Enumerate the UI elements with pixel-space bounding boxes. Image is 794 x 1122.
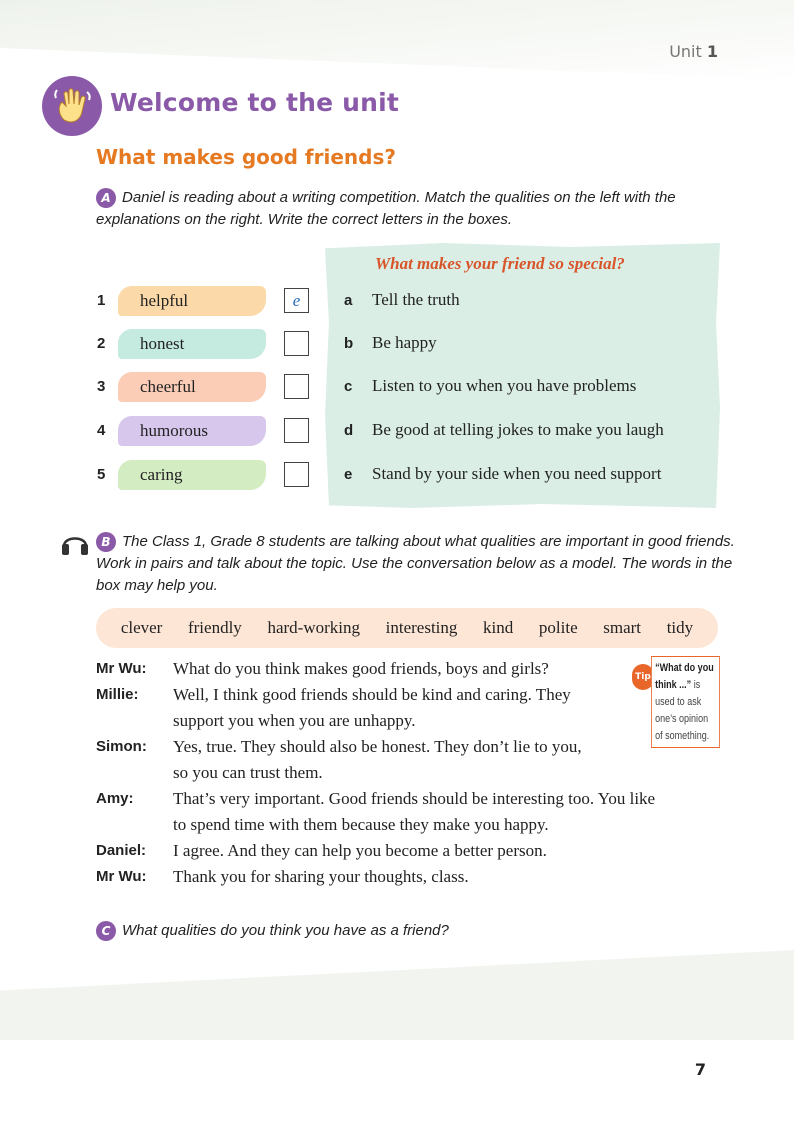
explanation-letter: e xyxy=(344,466,353,483)
dialogue-line: What do you think makes good friends, boys and girls? xyxy=(173,659,549,678)
headphones-icon[interactable] xyxy=(60,530,90,556)
section-b-badge: B xyxy=(96,532,116,552)
section-b-instruction: B The Class 1, Grade 8 students are talking about what qualities are important in good friends. Work in pairs and talk about the topic. Use the conversation below as a model. The words in the box may help you. xyxy=(96,533,735,594)
answer-box[interactable] xyxy=(284,418,309,443)
tip-bold: “What do you think ...” xyxy=(655,662,714,691)
dialogue-speaker: Mr Wu: xyxy=(96,868,147,885)
explanation-text: Be happy xyxy=(372,333,437,352)
explanation-letter: a xyxy=(344,292,353,309)
word-box-item: clever xyxy=(120,618,163,637)
section-a-instruction: A Daniel is reading about a writing competition. Match the qualities on the left with the explanations on the right. Write the correct letters in the boxes. xyxy=(96,189,676,228)
quality-number: 4 xyxy=(97,422,106,439)
quality-number: 3 xyxy=(97,378,106,395)
panel-title: What makes your friend so special? xyxy=(375,254,625,273)
answer-box[interactable] xyxy=(284,374,309,399)
dialogue-line: so you can trust them. xyxy=(173,763,323,782)
page-title: Welcome to the unit xyxy=(110,88,400,117)
explanation-text: Listen to you when you have problems xyxy=(372,376,637,395)
quality-word: cheerful xyxy=(118,372,266,402)
quality-number: 2 xyxy=(97,335,106,352)
dialogue-line: That’s very important. Good friends should be interesting too. You like xyxy=(173,789,656,808)
dialogue-line: Thank you for sharing your thoughts, class. xyxy=(173,867,469,886)
explanation-text: Tell the truth xyxy=(372,290,460,309)
section-c-instruction: C What qualities do you think you have as a friend? xyxy=(96,920,756,942)
header-band xyxy=(0,0,794,80)
page-number: 7 xyxy=(694,1060,706,1079)
section-subtitle: What makes good friends? xyxy=(96,145,396,169)
quality-word: honest xyxy=(118,329,266,359)
dialogue-speaker: Millie: xyxy=(96,686,139,703)
word-box xyxy=(96,608,718,648)
quality-number: 5 xyxy=(97,466,106,483)
word-box-item: smart xyxy=(603,618,642,637)
word-box-item: polite xyxy=(538,618,578,637)
unit-label: Unit 1 xyxy=(669,42,718,61)
explanation-letter: d xyxy=(344,422,354,439)
dialogue-line: I agree. And they can help you become a better person. xyxy=(173,841,547,860)
word-box-item: kind xyxy=(483,618,514,637)
quality-number: 1 xyxy=(97,292,106,309)
tip-text: is used to ask one’s opinion of something. xyxy=(655,679,710,742)
waving-hand-icon xyxy=(42,76,102,136)
footer-band xyxy=(0,950,794,1040)
tip-badge: Tip xyxy=(632,664,654,690)
dialogue-speaker: Amy: xyxy=(96,790,134,807)
answer-box[interactable]: e xyxy=(284,288,309,313)
answer-box[interactable] xyxy=(284,462,309,487)
explanation-letter: b xyxy=(344,335,354,352)
quality-word: helpful xyxy=(118,286,266,316)
dialogue-line: Yes, true. They should also be honest. They don’t lie to you, xyxy=(173,737,582,756)
dialogue-line: support you when you are unhappy. xyxy=(173,711,416,730)
section-c-badge: C xyxy=(96,921,116,941)
dialogue-speaker: Daniel: xyxy=(96,842,147,859)
quality-word: humorous xyxy=(118,416,266,446)
word-box-item: interesting xyxy=(385,618,458,637)
dialogue-line: Well, I think good friends should be kind and caring. They xyxy=(173,685,571,704)
word-box-item: friendly xyxy=(187,618,242,637)
section-a-badge: A xyxy=(96,188,116,208)
quality-word: caring xyxy=(118,460,266,490)
dialogue-speaker: Simon: xyxy=(96,738,147,755)
answer-box[interactable] xyxy=(284,331,309,356)
dialogue-speaker: Mr Wu: xyxy=(96,660,147,677)
explanation-letter: c xyxy=(344,378,353,395)
explanation-text: Be good at telling jokes to make you laugh xyxy=(372,420,664,439)
tip-box xyxy=(651,656,720,748)
dialogue-line: to spend time with them because they make you happy. xyxy=(173,815,549,834)
explanation-text: Stand by your side when you need support xyxy=(372,464,662,483)
word-box-item: tidy xyxy=(666,618,694,637)
word-box-item: hard-working xyxy=(267,618,360,637)
